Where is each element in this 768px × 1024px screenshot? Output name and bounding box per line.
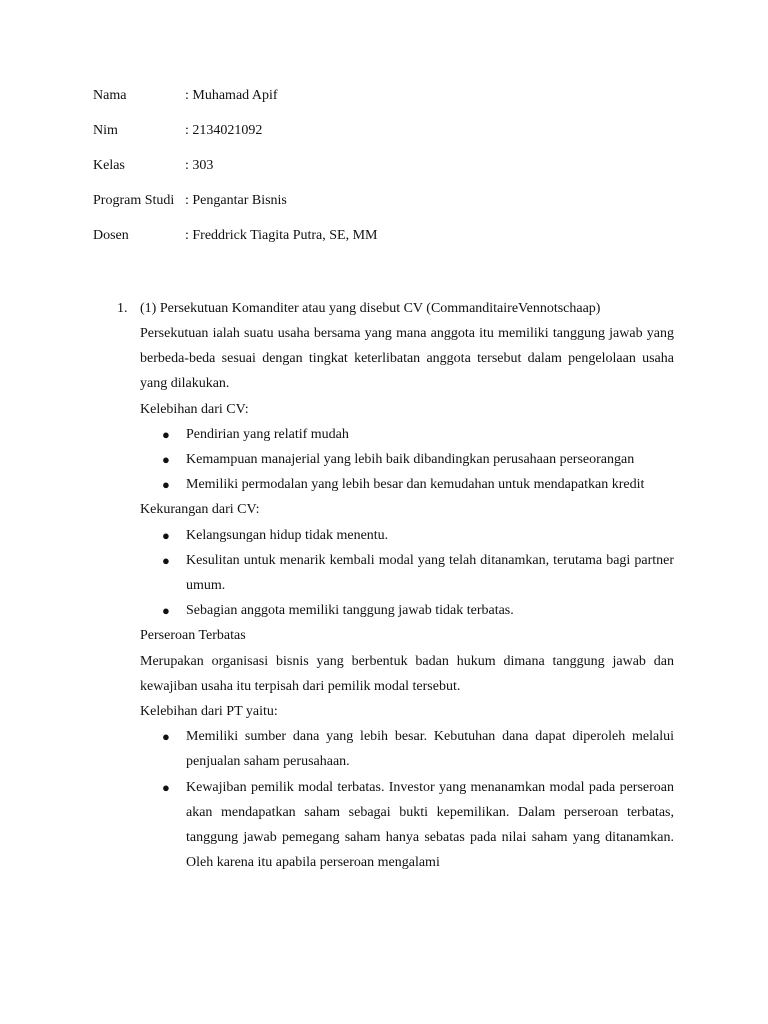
info-row-nim [93,122,378,157]
info-row-lecturer [93,227,378,262]
numbered-heading [117,296,674,321]
info-value: : 2134021092 [185,123,263,138]
cv-disadvantages-list [140,523,674,624]
list-item: ● Sebagian anggota memiliki tanggung jawab tidak terbatas. [140,598,674,623]
cv-intro-paragraph: Persekutuan ialah suatu usaha bersama yang mana anggota itu memiliki tanggung jawab yang berbeda-beda sesuai dengan tingkat keterlibatan anggota tersebut dalam pengelolaan usaha yang dilakukan. [140,326,674,392]
info-row-program [93,192,378,227]
cv-advantages-label: Kelebihan dari CV: [140,401,249,417]
bullet-icon: ● [162,552,170,568]
info-label: Dosen [93,228,129,243]
list-item: ● Kewajiban pemilik modal terbatas. Investor yang menanamkan modal pada perseroan akan mendapatkan saham sebagai bukti kepemilikan. Dalam perseroan terbatas, tanggung jawab pemegang saham hanya sebatas pada nilai saham yang ditanamkan. Oleh karena itu apabila perseroan mengalami [140,775,674,876]
info-row-name [93,87,378,122]
section-body [140,321,674,875]
info-value: : Freddrick Tiagita Putra, SE, MM [185,228,378,243]
answer-section [117,296,674,875]
list-item: ● Memiliki sumber dana yang lebih besar. Kebutuhan dana dapat diperoleh melalui penjualan saham perusahaan. [140,724,674,774]
bullet-icon: ● [162,779,170,795]
cv-advantages-list [140,422,674,498]
bullet-icon: ● [162,477,170,493]
list-item: ● Memiliki permodalan yang lebih besar dan kemudahan untuk mendapatkan kredit [140,472,674,497]
pt-intro-paragraph: Merupakan organisasi bisnis yang berbentuk badan hukum dimana tanggung jawab dan kewajiban usaha itu terpisah dari pemilik modal tersebut. [140,653,674,694]
student-info [93,87,378,262]
bullet-icon: ● [162,527,170,543]
pt-advantages-list [140,724,674,875]
list-item: ● Kemampuan manajerial yang lebih baik dibandingkan perusahaan perseorangan [140,447,674,472]
info-value: : Muhamad Apif [185,88,278,103]
pt-advantages-label: Kelebihan dari PT yaitu: [140,704,278,720]
bullet-icon: ● [162,729,170,745]
info-label: Kelas [93,158,125,173]
bullet-icon: ● [162,426,170,442]
list-item: ● Kelangsungan hidup tidak menentu. [140,523,674,548]
info-row-class [93,157,378,192]
list-number: 1. [117,301,128,316]
list-item: ● Kesulitan untuk menarik kembali modal yang telah ditanamkan, terutama bagi partner umum. [140,548,674,598]
pt-title: Perseroan Terbatas [140,628,246,644]
info-value: : 303 [185,158,214,173]
info-label: Nim [93,123,118,138]
list-item: ● Pendirian yang relatif mudah [140,422,674,447]
bullet-icon: ● [162,452,170,468]
bullet-icon: ● [162,603,170,619]
info-label: Program Studi [93,193,175,208]
info-value: : Pengantar Bisnis [185,193,287,208]
section-heading: (1) Persekutuan Komanditer atau yang disebut CV (CommanditaireVennotschaap) [140,301,601,316]
info-label: Nama [93,88,127,103]
cv-disadvantages-label: Kekurangan dari CV: [140,502,260,518]
